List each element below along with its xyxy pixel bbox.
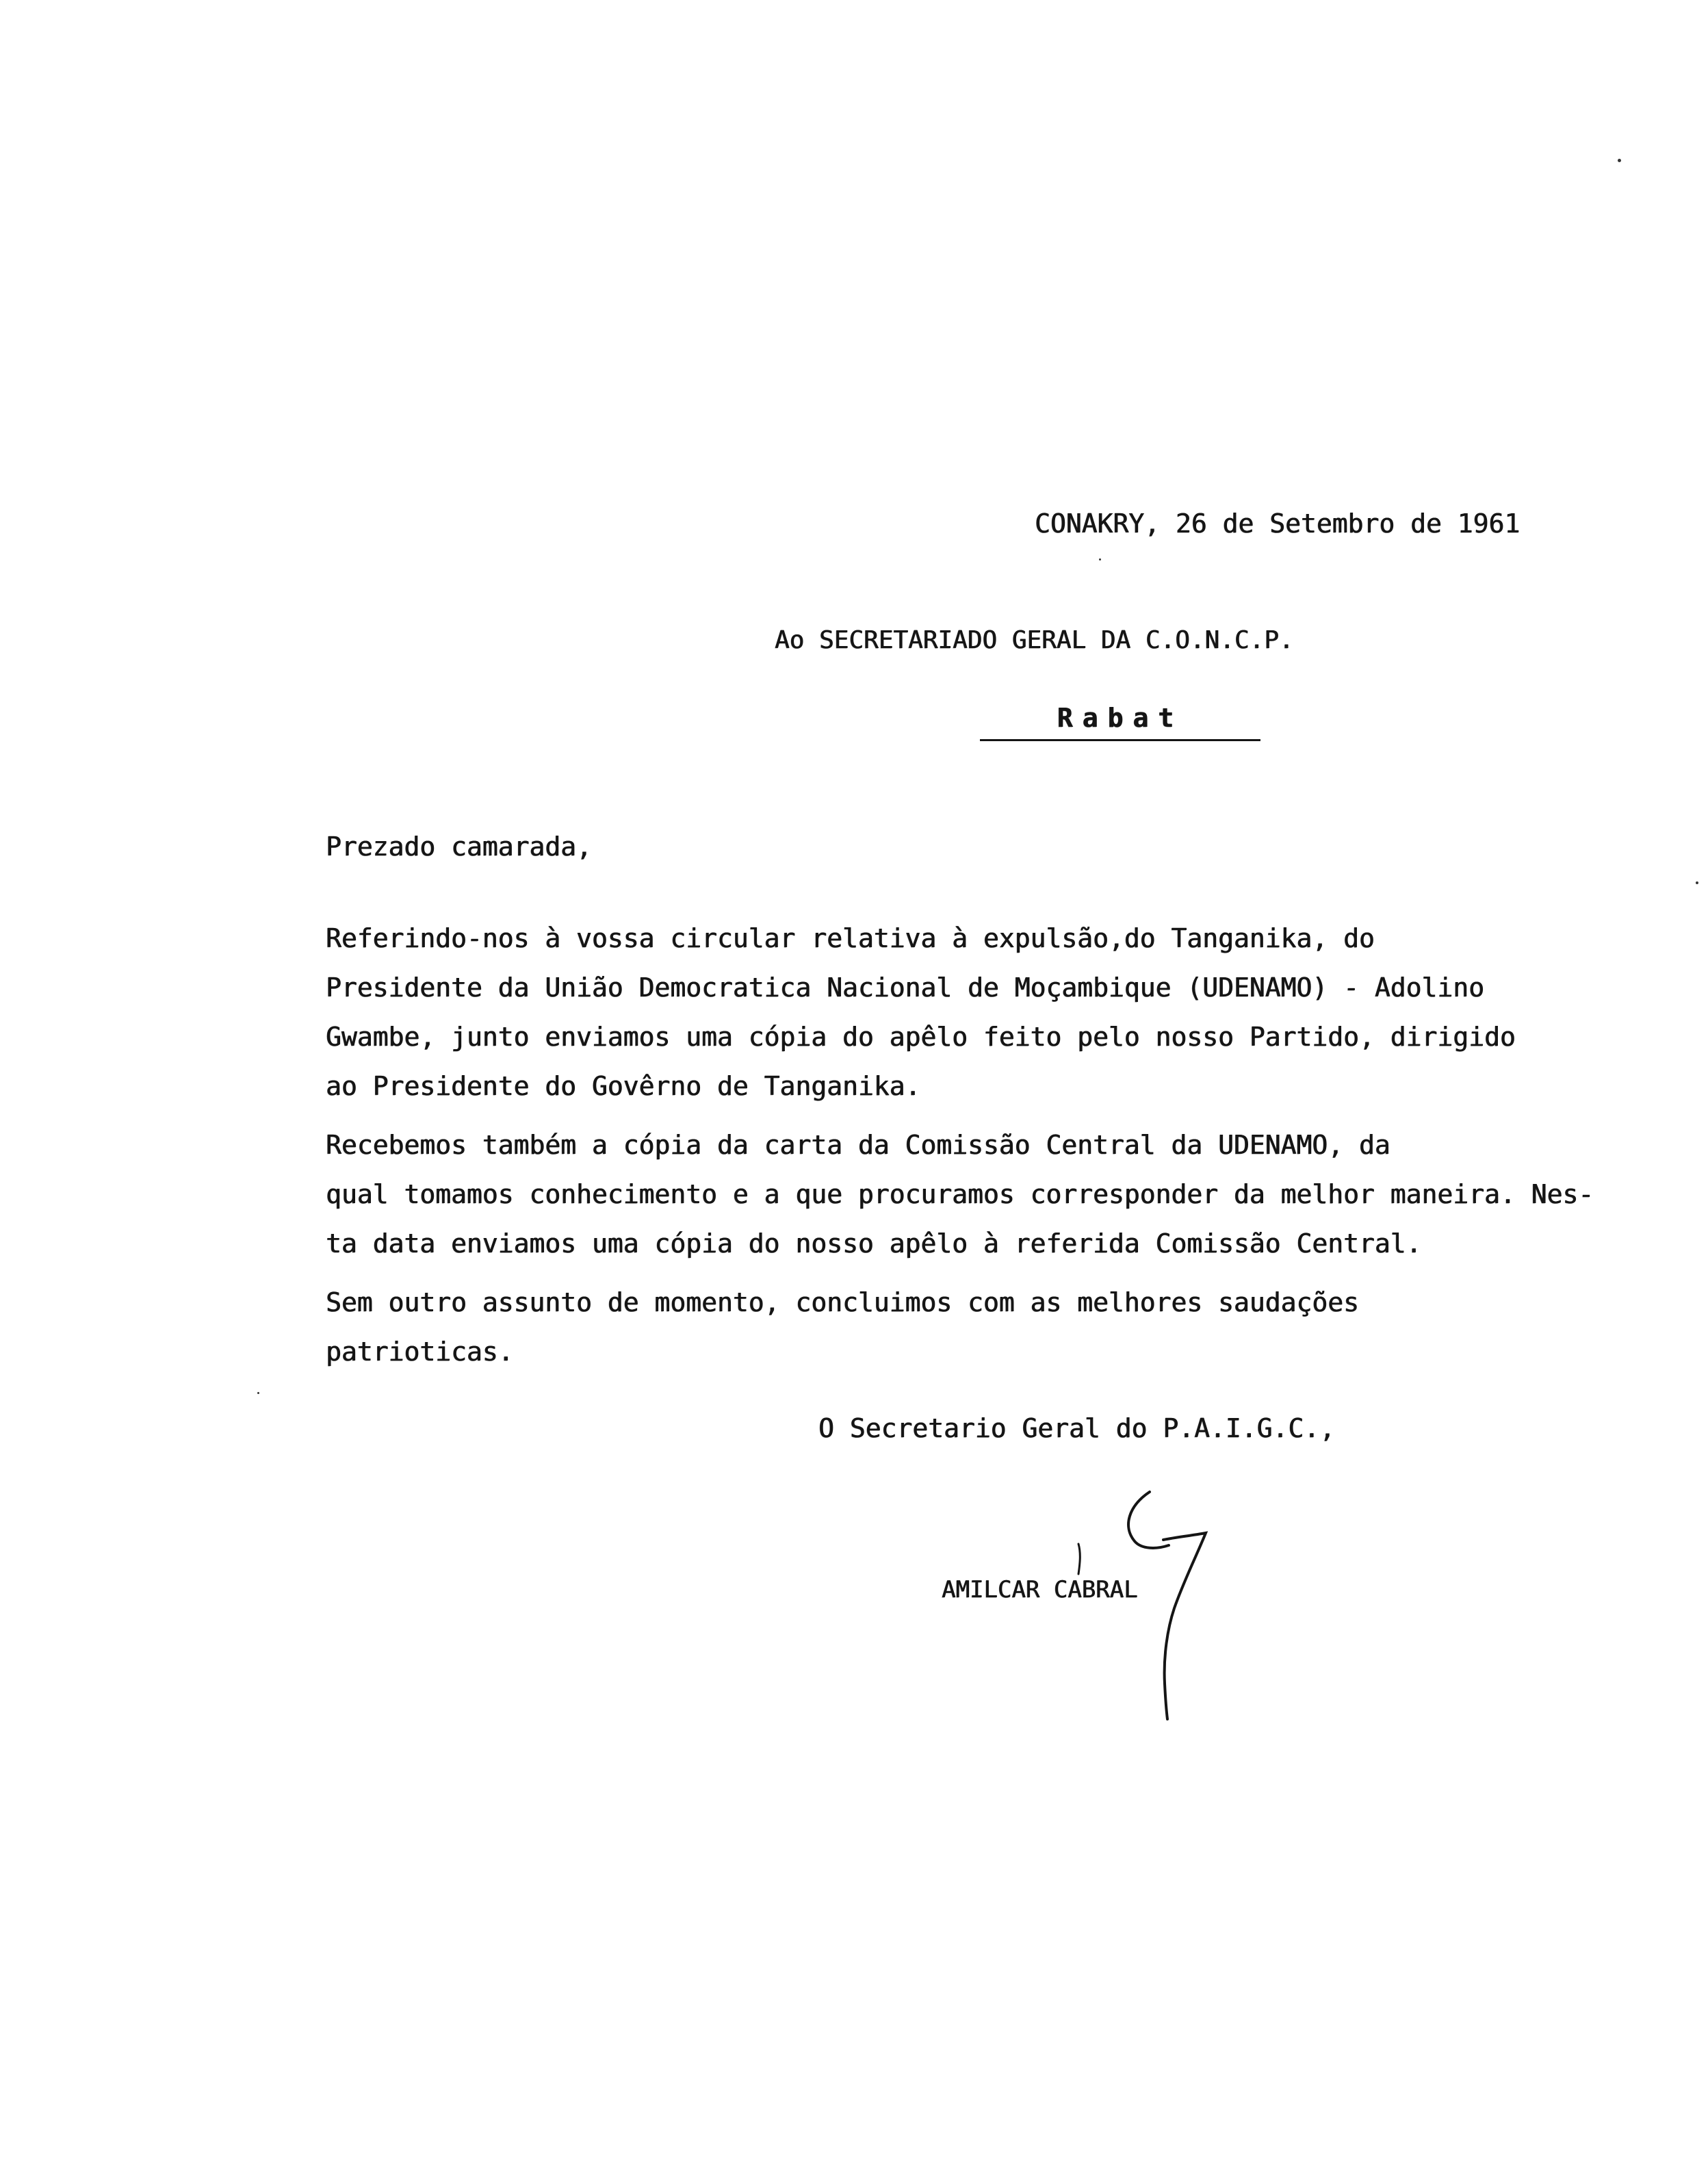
closing: O Secretario Geral do P.A.I.G.C., <box>818 1413 1335 1443</box>
handwritten-signature <box>1054 1478 1232 1725</box>
body-line: ao Presidente do Govêrno de Tanganika. <box>326 1071 921 1101</box>
paper-speck <box>1696 881 1698 884</box>
body-line: patrioticas. <box>326 1337 514 1367</box>
dateline: CONAKRY, 26 de Setembro de 1961 <box>1035 508 1521 539</box>
body-line: Recebemos também a cópia da carta da Comissão Central da UDENAMO, da <box>326 1130 1390 1160</box>
body-line: Sem outro assunto de momento, concluimos com as melhores saudações <box>326 1287 1359 1317</box>
paper-speck <box>257 1392 259 1394</box>
body-line: ta data enviamos uma cópia do nosso apêlo à referida Comissão Central. <box>326 1228 1422 1259</box>
signatory-name: AMILCAR CABRAL <box>942 1576 1138 1603</box>
addressee-city: Rabat <box>1057 703 1184 733</box>
body-line: Gwambe, junto enviamos uma cópia do apêlo feito pelo nosso Partido, dirigido <box>326 1022 1516 1052</box>
paper-speck <box>1099 558 1101 560</box>
body-line: Referindo-nos à vossa circular relativa à expulsão,do Tanganika, do <box>326 923 1375 953</box>
paper-speck <box>1618 159 1621 162</box>
addressee: Ao SECRETARIADO GERAL DA C.O.N.C.P. <box>775 626 1294 654</box>
salutation: Prezado camarada, <box>326 831 592 862</box>
body-line: qual tomamos conhecimento e a que procuramos corresponder da melhor maneira. Nes- <box>326 1179 1594 1209</box>
body-line: Presidente da União Democratica Nacional de Moçambique (UDENAMO) - Adolino <box>326 972 1484 1003</box>
city-underline <box>980 739 1260 741</box>
